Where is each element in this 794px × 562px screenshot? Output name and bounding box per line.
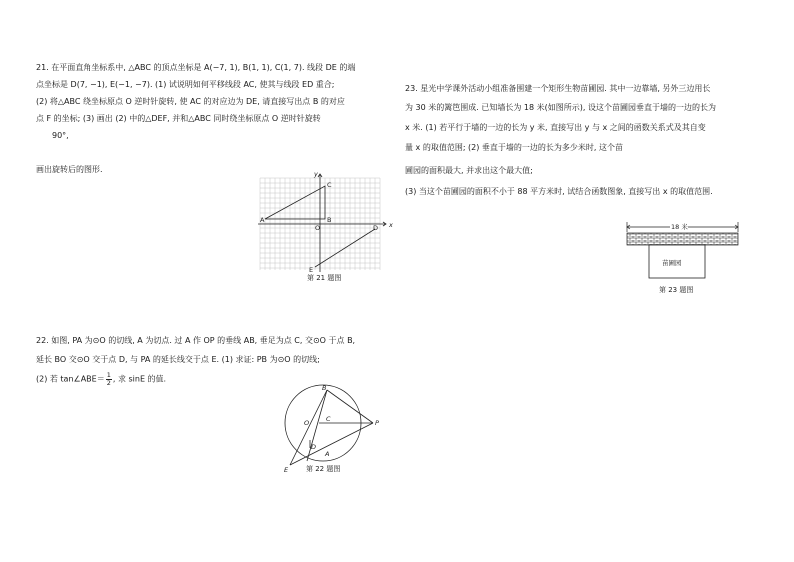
- q23-line-5: 圃园的面积最大, 并求出这个最大值;: [405, 166, 533, 175]
- fraction-denominator: 2: [106, 378, 111, 387]
- q23-garden-figure: [620, 215, 745, 285]
- q23-line-6: (3) 当这个苗圃园的面积不小于 88 平方米时, 试结合函数图象, 直接写出 x 的取值范围.: [405, 187, 713, 196]
- point-c-label: C: [327, 181, 332, 189]
- q22-circle-figure: [280, 383, 385, 475]
- q23-figure-caption: 第 23 题图: [659, 286, 694, 294]
- brick-wall: [627, 233, 738, 245]
- point-d-label: D: [311, 443, 317, 451]
- point-b-label: B: [322, 384, 327, 392]
- point-e-label: E: [309, 266, 314, 274]
- q21-line-3: (2) 将△ABC 绕坐标原点 O 逆时针旋转, 使 AC 的对应边为 DE, 请直接写出点 B 的对应: [36, 97, 345, 106]
- point-e-label: E: [284, 466, 289, 474]
- q21-line-4: 点 F 的坐标; (3) 画出 (2) 中的△DEF, 并和△ABC 同时绕坐标原点 O 逆时针旋转: [36, 114, 321, 123]
- point-a-label: A: [260, 216, 265, 224]
- q23-line-3: x 米. (1) 若平行于墙的一边的长为 y 米, 直接写出 y 与 x 之间的函数关系式及其自变: [405, 123, 706, 132]
- garden-label: 苗圃园: [662, 259, 682, 267]
- q21-line-1: 21. 在平面直角坐标系中, △ABC 的顶点坐标是 A(−7, 1), B(1, 1), C(1, 7). 线段 DE 的端: [36, 63, 356, 72]
- point-a-label: A: [325, 450, 330, 458]
- q22-figure-caption: 第 22 题图: [306, 465, 341, 473]
- q22-line-3: [36, 372, 166, 386]
- q23-line-1: 23. 星光中学课外活动小组准备围建一个矩形生物苗圃园. 其中一边靠墙, 另外三边用长: [405, 84, 711, 93]
- q23-line-2: 为 30 米的篱笆围成. 已知墙长为 18 米(如图所示), 设这个苗圃园垂直于墙的一边的长为: [405, 103, 716, 112]
- q21-line-5: 90°,: [52, 131, 69, 140]
- point-d-label: D: [373, 224, 379, 232]
- point-b-label: B: [327, 216, 332, 224]
- q21-line-6: 画出旋转后的图形.: [36, 165, 103, 174]
- q21-line-2: 点坐标是 D(7, −1), E(−1, −7). (1) 试说明如何平移线段 AC, 使其与线段 ED 重合;: [36, 80, 335, 89]
- point-p-label: P: [375, 419, 379, 427]
- tan-fraction: [106, 372, 112, 386]
- x-axis-label: x: [389, 221, 393, 229]
- q22-line-2: 延长 BO 交⊙O 交于点 D, 与 PA 的延长线交于点 E. (1) 求证: PB 为⊙O 的切线;: [36, 355, 320, 364]
- q23-line-4: 量 x 的取值范围; (2) 垂直于墙的一边的长为多少米时, 这个苗: [405, 143, 624, 152]
- q22-line-1: 22. 如图, PA 为⊙O 的切线, A 为切点. 过 A 作 OP 的垂线 AB, 垂足为点 C, 交⊙O 于点 B,: [36, 336, 356, 345]
- origin-label: O: [315, 224, 321, 232]
- q22-line-3-prefix: (2) 若 tan∠ABE＝: [36, 374, 105, 384]
- center-o-label: O: [304, 419, 310, 427]
- q21-coordinate-figure: [255, 170, 395, 275]
- fraction-numerator: 1: [106, 371, 111, 379]
- q21-figure-caption: 第 21 题图: [307, 274, 342, 282]
- q22-line-3-suffix: , 求 sinE 的值.: [112, 374, 167, 384]
- wall-length-label: 18 米: [671, 223, 688, 231]
- point-c-label: C: [326, 415, 331, 423]
- y-axis-label: y: [314, 170, 318, 178]
